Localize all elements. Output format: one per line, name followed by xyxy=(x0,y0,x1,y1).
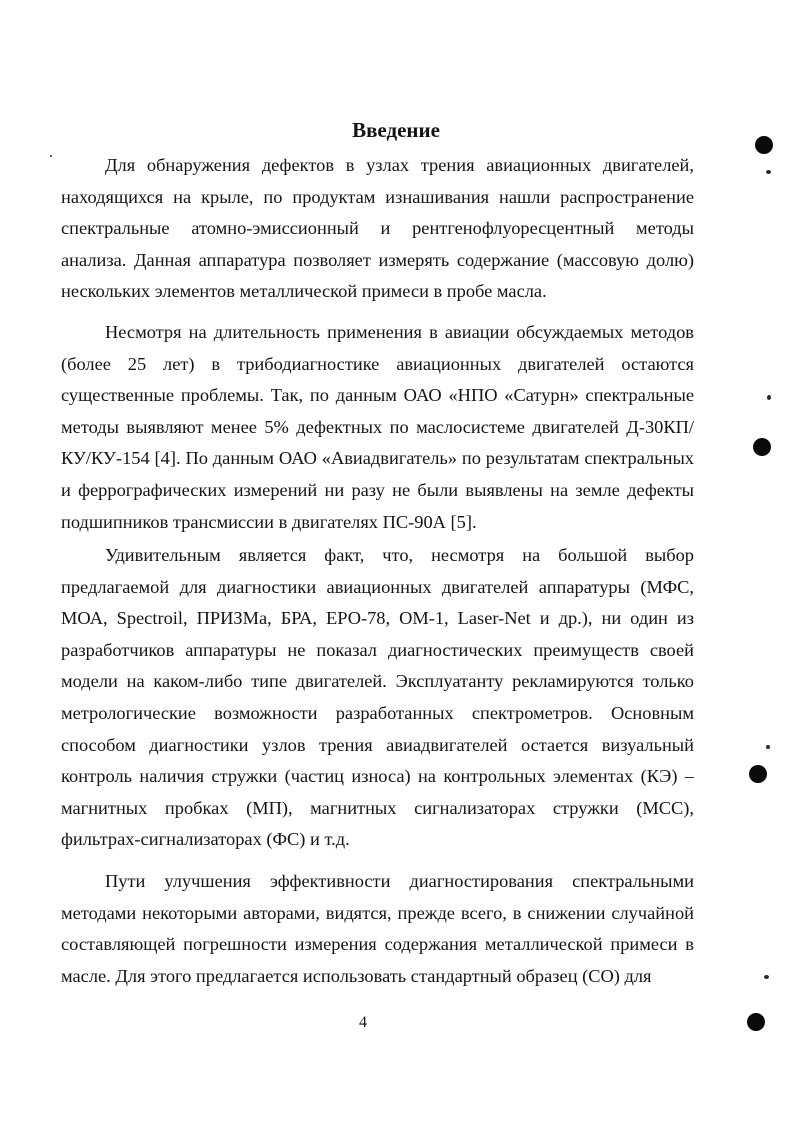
punch-hole-1 xyxy=(755,136,773,154)
scan-speck xyxy=(50,155,52,157)
punch-hole-3 xyxy=(749,765,767,783)
scan-speck xyxy=(766,745,770,749)
paragraph-1: Для обнаружения дефектов в узлах трения авиационных двигателей, находящихся на крыле, по продуктам изнашивания нашли распространение спектральные атомно-эмиссионный и рентгенофлуоресцентный методы анализа. Данная аппаратура позволяет измерять содержание (массовую долю) нескольких элементов металлической примеси в пробе масла. xyxy=(61,155,694,302)
scan-speck xyxy=(766,170,771,174)
paragraph-2: Несмотря на длительность применения в авиации обсуждаемых методов (более 25 лет) в трибодиагностике авиационных двигателей остаются существенные проблемы. Так, по данным ОАО «НПО «Сатурн» спектральные методы выявляют менее 5% дефектных по маслосистеме двигателей Д-30КП/КУ/КУ-154 [4]. По данным ОАО «Авиадвигатель» по результатам спектральных и феррографических измерений ни разу не были выявлены на земле дефекты подшипников трансмиссии в двигателях ПС-90А [5]. xyxy=(61,322,694,532)
punch-hole-4 xyxy=(747,1013,765,1031)
scan-speck xyxy=(764,975,769,979)
section-title: Введение xyxy=(352,118,440,142)
paragraph-4: Пути улучшения эффективности диагностирования спектральными методами некоторыми авторами, видятся, прежде всего, в снижении случайной составляющей погрешности измерения содержания металлической примеси в масле. Для этого предлагается использовать стандартный образец (СО) для xyxy=(61,871,694,986)
scan-speck xyxy=(767,395,771,400)
punch-hole-2 xyxy=(753,438,771,456)
page-number: 4 xyxy=(359,1014,367,1031)
paragraph-3: Удивительным является факт, что, несмотря на большой выбор предлагаемой для диагностики авиационных двигателей аппаратуры (МФС, МОА, Spectroil, ПРИЗМа, БРА, ЕРО-78, ОМ-1, Laser-Net и др.), ни один из разработчиков аппаратуры не показал диагностических преимуществ своей модели на каком-либо типе двигателей. Эксплуатанту рекламируются только метрологические возможности разработанных спектрометров. Основным способом диагностики узлов трения авиадвигателей остается визуальный контроль наличия стружки (частиц износа) на контрольных элементах (КЭ) – магнитных пробках (МП), магнитных сигнализаторах стружки (МСС), фильтрах-сигнализаторах (ФС) и т.д. xyxy=(61,545,694,850)
